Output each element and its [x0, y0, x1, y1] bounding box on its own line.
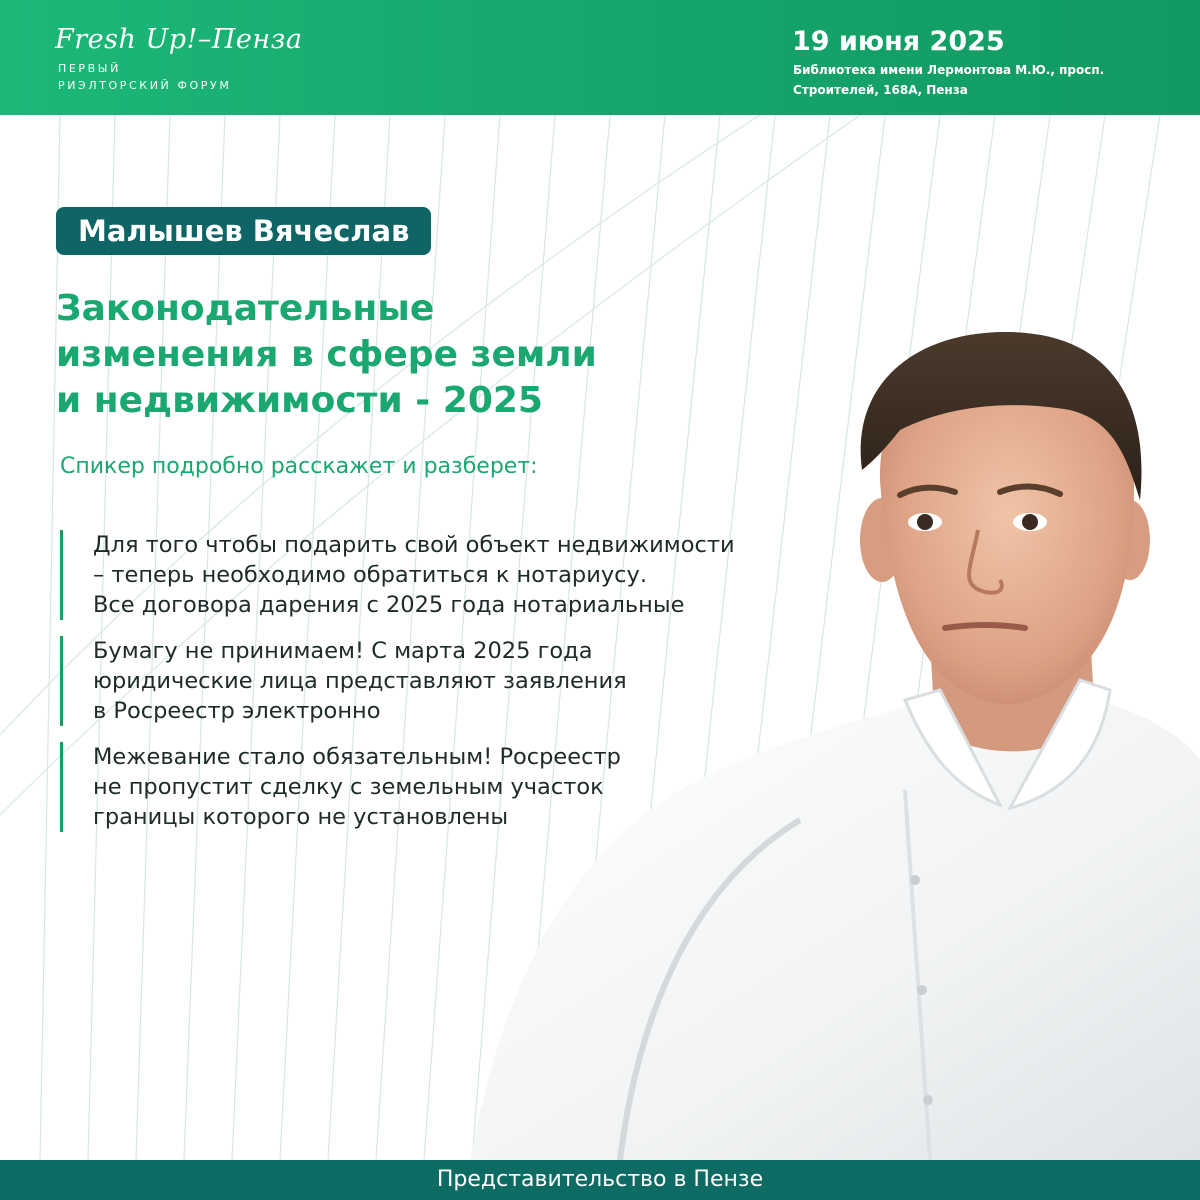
talk-point-line: не пропустит сделку с земельным участок — [93, 774, 604, 800]
event-date: 19 июня 2025 — [792, 26, 1005, 57]
talk-point — [60, 530, 840, 620]
talk-point — [60, 742, 840, 832]
forum-logo: Fresh Up!–Пенза — [55, 24, 303, 55]
event-venue — [793, 60, 1104, 100]
talk-point — [60, 636, 840, 726]
talk-point-line: Все договора дарения с 2025 года нотариальные — [93, 592, 685, 618]
talk-title-line: Законодательные — [56, 288, 435, 329]
forum-subtitle-line: ПЕРВЫЙ — [58, 62, 121, 75]
talk-intro: Спикер подробно расскажет и разберет: — [60, 454, 538, 479]
talk-point-line: в Росреестр электронно — [93, 698, 381, 724]
talk-point-line: юридические лица представляют заявления — [93, 668, 627, 694]
talk-title-line: и недвижимости - 2025 — [56, 380, 543, 421]
talk-points — [60, 530, 840, 848]
forum-subtitle — [58, 60, 231, 94]
talk-title — [56, 286, 597, 424]
footer-banner: Представительство в Пензе — [0, 1160, 1200, 1200]
event-header — [0, 0, 1200, 115]
talk-title-line: изменения в сфере земли — [56, 334, 597, 375]
venue-line: Строителей, 168А, Пенза — [793, 83, 968, 97]
speaker-name: Малышев Вячеслав — [56, 207, 431, 255]
venue-line: Библиотека имени Лермонтова М.Ю., просп. — [793, 63, 1105, 77]
talk-point-line: – теперь необходимо обратиться к нотариусу. — [93, 562, 647, 588]
forum-subtitle-line: РИЭЛТОРСКИЙ ФОРУМ — [58, 79, 232, 92]
talk-point-line: Межевание стало обязательным! Росреестр — [93, 744, 621, 770]
talk-point-line: Бумагу не принимаем! С марта 2025 года — [93, 638, 593, 664]
talk-point-line: Для того чтобы подарить свой объект недвижимости — [93, 532, 735, 558]
talk-point-line: границы которого не установлены — [93, 804, 509, 830]
